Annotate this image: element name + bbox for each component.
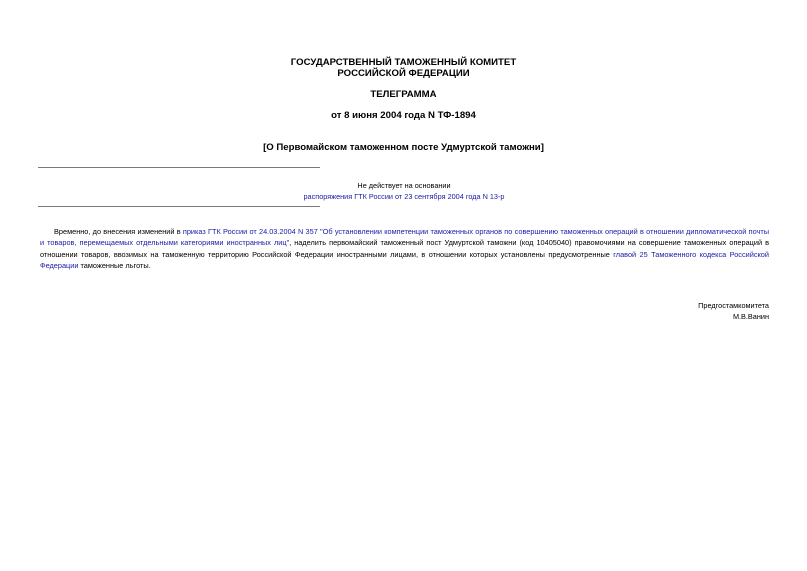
status-link[interactable]: распоряжения ГТК России от 23 сентября 2004 года N 13-р: [303, 192, 505, 201]
document-title: [О Первомайском таможенном посте Удмуртской таможни]: [263, 142, 544, 153]
signature-name: М.В.Ванин: [732, 312, 769, 321]
body-text-part-2: , наделить первомайский таможенный пост Удмуртской таможни (код 10405040) правомочиями на совершение таможенных операций в отношении товаров, ввозимых на таможенную территорию Российской Федерации иностранными лицами, в отношении которых установлены предусмотренные: [40, 238, 770, 259]
document-type: ТЕЛЕГРАММА: [370, 89, 437, 100]
body-text-part-3: таможенные льготы.: [78, 261, 151, 271]
body-paragraph: [40, 226, 769, 272]
status-text: Не действует на основании: [357, 181, 451, 190]
divider-top: [38, 167, 320, 168]
customs-code-link[interactable]: главой 25 Таможенного кодекса Российской Федерации: [40, 249, 769, 271]
org-name-line-2: РОССИЙСКОЙ ФЕДЕРАЦИИ: [337, 68, 470, 79]
document-date-number: от 8 июня 2004 года N ТФ-1894: [331, 110, 476, 121]
org-name-line-1: ГОСУДАРСТВЕННЫЙ ТАМОЖЕННЫЙ КОМИТЕТ: [290, 57, 517, 68]
order-link[interactable]: приказ ГТК России от 24.03.2004 N 357 "Об установлении компетенции таможенных органов по совершению таможенных операций в отношении дипломатической почты и товаров, перемещаемых отдельными категориями иностранных лиц": [40, 227, 769, 248]
divider-bottom: [38, 206, 320, 207]
body-text-part-1: Временно, до внесения изменений в: [54, 227, 183, 236]
signature-position: Предгостамкомитета: [698, 301, 769, 310]
